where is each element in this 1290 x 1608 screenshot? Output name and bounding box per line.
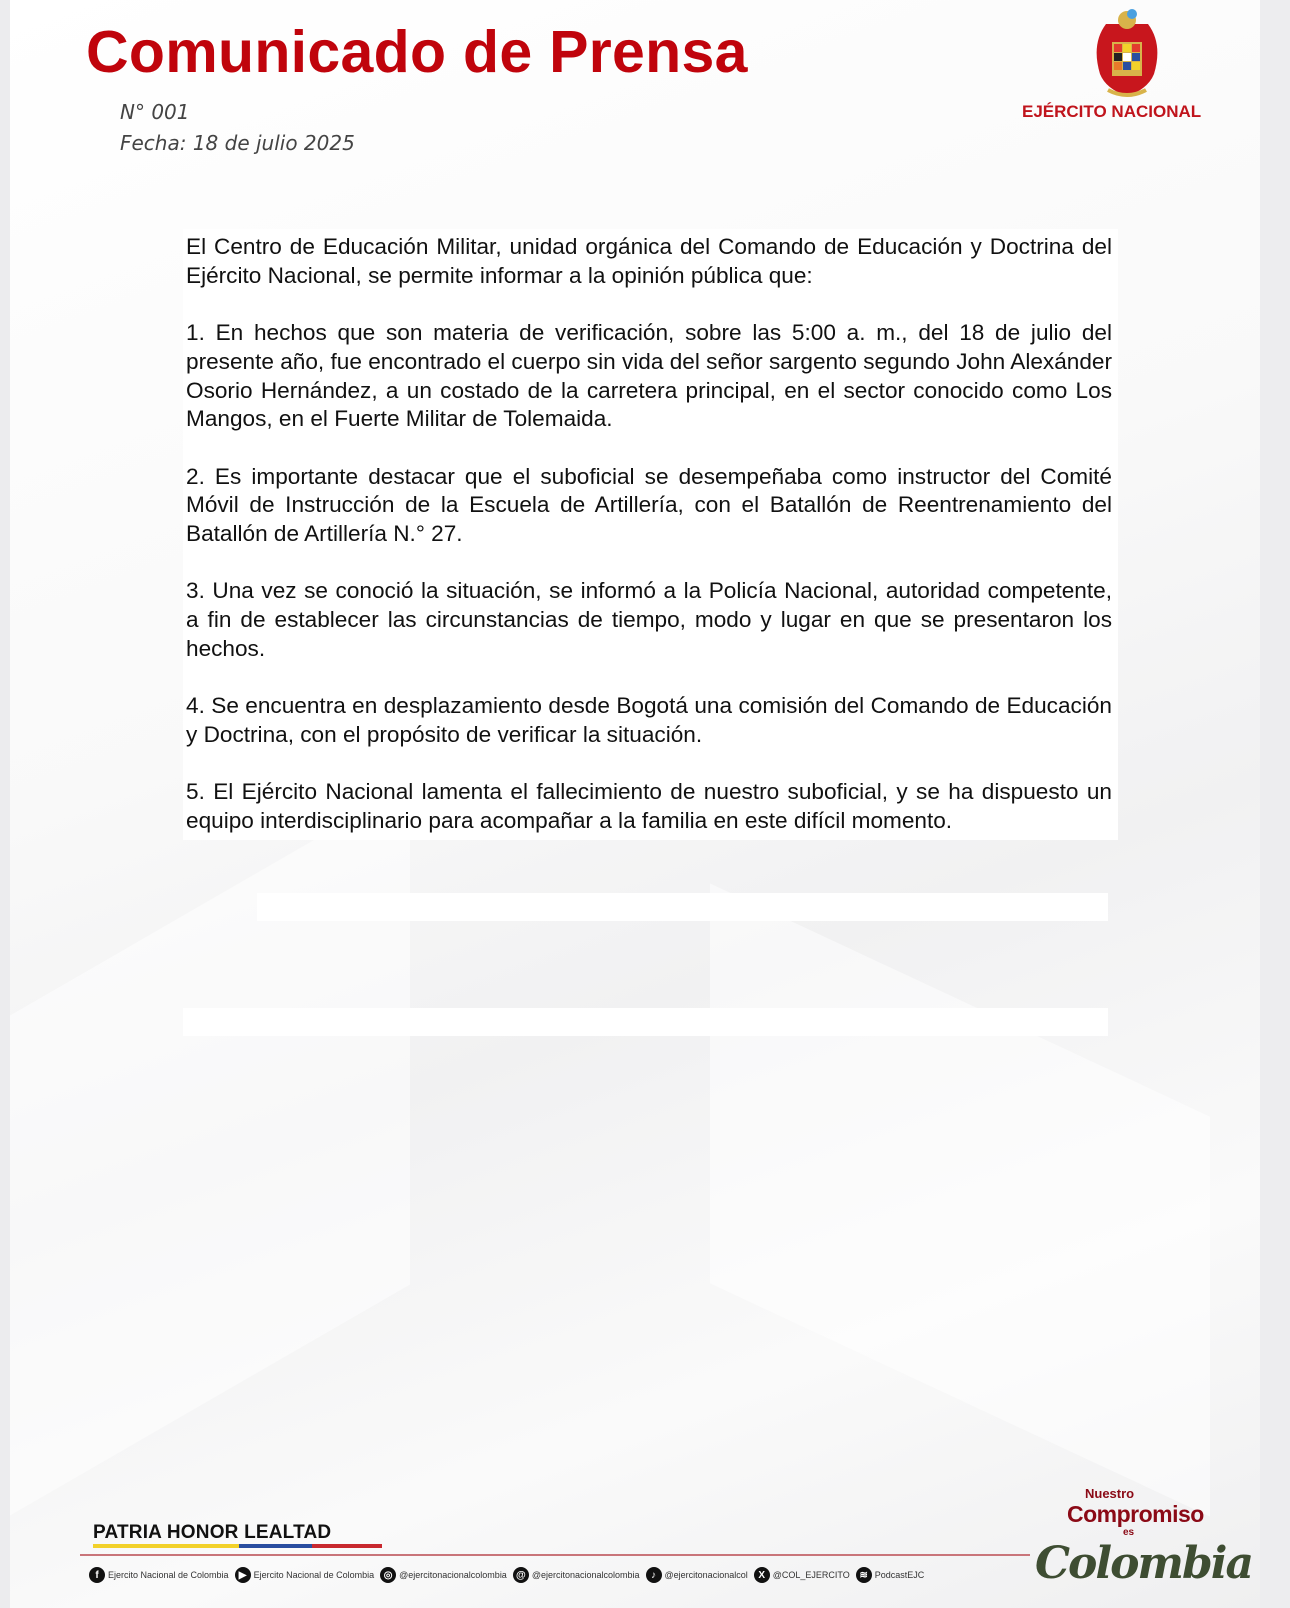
social-label: @ejercitonacionalcolombia: [399, 1570, 507, 1580]
social-label: PodcastEJC: [874, 1570, 925, 1580]
slogan-line: Compromiso: [1067, 1501, 1204, 1527]
press-release-body: [183, 229, 1118, 840]
page-title: Comunicado de Prensa: [86, 19, 748, 85]
point-2: 2. Es importante destacar que el suboficial se desempeñaba como instructor del Comité Móvil de Instrucción de la Escuela de Artillería, con el Batallón de Reentrenamiento del Batallón de Artillería N.° 27.: [186, 463, 1112, 546]
slogan-line: Nuestro: [1085, 1486, 1135, 1501]
slogan-logo: [1035, 1486, 1255, 1598]
blank-band: [183, 1008, 1108, 1036]
social-threads[interactable]: [513, 1567, 640, 1583]
background-facet: [710, 883, 1210, 1516]
point-5: 5. El Ejército Nacional lamenta el fallecimiento de nuestro suboficial, y se ha dispuesto un equipo interdisciplinario para acompañar a la familia en este difícil momento.: [186, 779, 1112, 833]
instagram-icon: ◎: [380, 1567, 396, 1583]
social-label: Ejercito Nacional de Colombia: [253, 1570, 375, 1580]
social-label: @ejercitonacionalcolombia: [531, 1570, 640, 1580]
footer-divider: [80, 1554, 1030, 1556]
spotify-icon: ≋: [856, 1567, 872, 1583]
release-number: N° 001: [120, 100, 190, 124]
flag-stripe-yellow: [93, 1544, 239, 1548]
blank-band: [257, 893, 1108, 921]
x-icon: X: [754, 1567, 770, 1583]
social-links: [89, 1567, 924, 1583]
page-edge-right: [1260, 0, 1290, 1608]
facebook-icon: f: [89, 1567, 105, 1583]
social-youtube[interactable]: [235, 1567, 375, 1583]
page-edge-left: [0, 0, 10, 1608]
social-x[interactable]: [754, 1567, 850, 1583]
tiktok-icon: ♪: [646, 1567, 662, 1583]
intro-paragraph: El Centro de Educación Militar, unidad orgánica del Comando de Educación y Doctrina del Ejército Nacional, se permite informar a la opinión pública que:: [186, 234, 1112, 288]
army-crest-logo: [1086, 4, 1168, 100]
social-tiktok[interactable]: [646, 1567, 748, 1583]
social-spotify[interactable]: [856, 1567, 925, 1583]
social-facebook[interactable]: [89, 1567, 229, 1583]
flag-stripe-blue: [239, 1544, 312, 1548]
threads-icon: @: [513, 1567, 529, 1583]
motto: PATRIA HONOR LEALTAD: [93, 1522, 332, 1543]
slogan-line: Colombia: [1035, 1538, 1252, 1589]
point-4: 4. Se encuentra en desplazamiento desde Bogotá una comisión del Comando de Educación y Doctrina, con el propósito de verificar la situación.: [186, 693, 1112, 747]
release-date: Fecha: 18 de julio 2025: [120, 131, 355, 155]
brand-name: EJÉRCITO NACIONAL: [1022, 102, 1202, 121]
social-label: @COL_EJERCITO: [772, 1570, 850, 1580]
point-1: 1. En hechos que son materia de verificación, sobre las 5:00 a. m., del 18 de julio del presente año, fue encontrado el cuerpo sin vida del señor sargento segundo John Alexánder Osorio Hernández, a un costado de la carretera principal, en el sector conocido como Los Mangos, en el Fuerte Militar de Tolemaida.: [186, 320, 1112, 432]
youtube-icon: ▶: [235, 1567, 251, 1583]
flag-stripe-red: [312, 1544, 382, 1548]
social-instagram[interactable]: [380, 1567, 507, 1583]
social-label: @ejercitonacionalcol: [664, 1570, 748, 1580]
social-label: Ejercito Nacional de Colombia: [108, 1570, 229, 1580]
slogan-line: es: [1123, 1527, 1135, 1538]
point-3: 3. Una vez se conoció la situación, se informó a la Policía Nacional, autoridad competente, a fin de establecer las circunstancias de tiempo, modo y lugar en que se presentaron los hechos.: [186, 578, 1112, 661]
